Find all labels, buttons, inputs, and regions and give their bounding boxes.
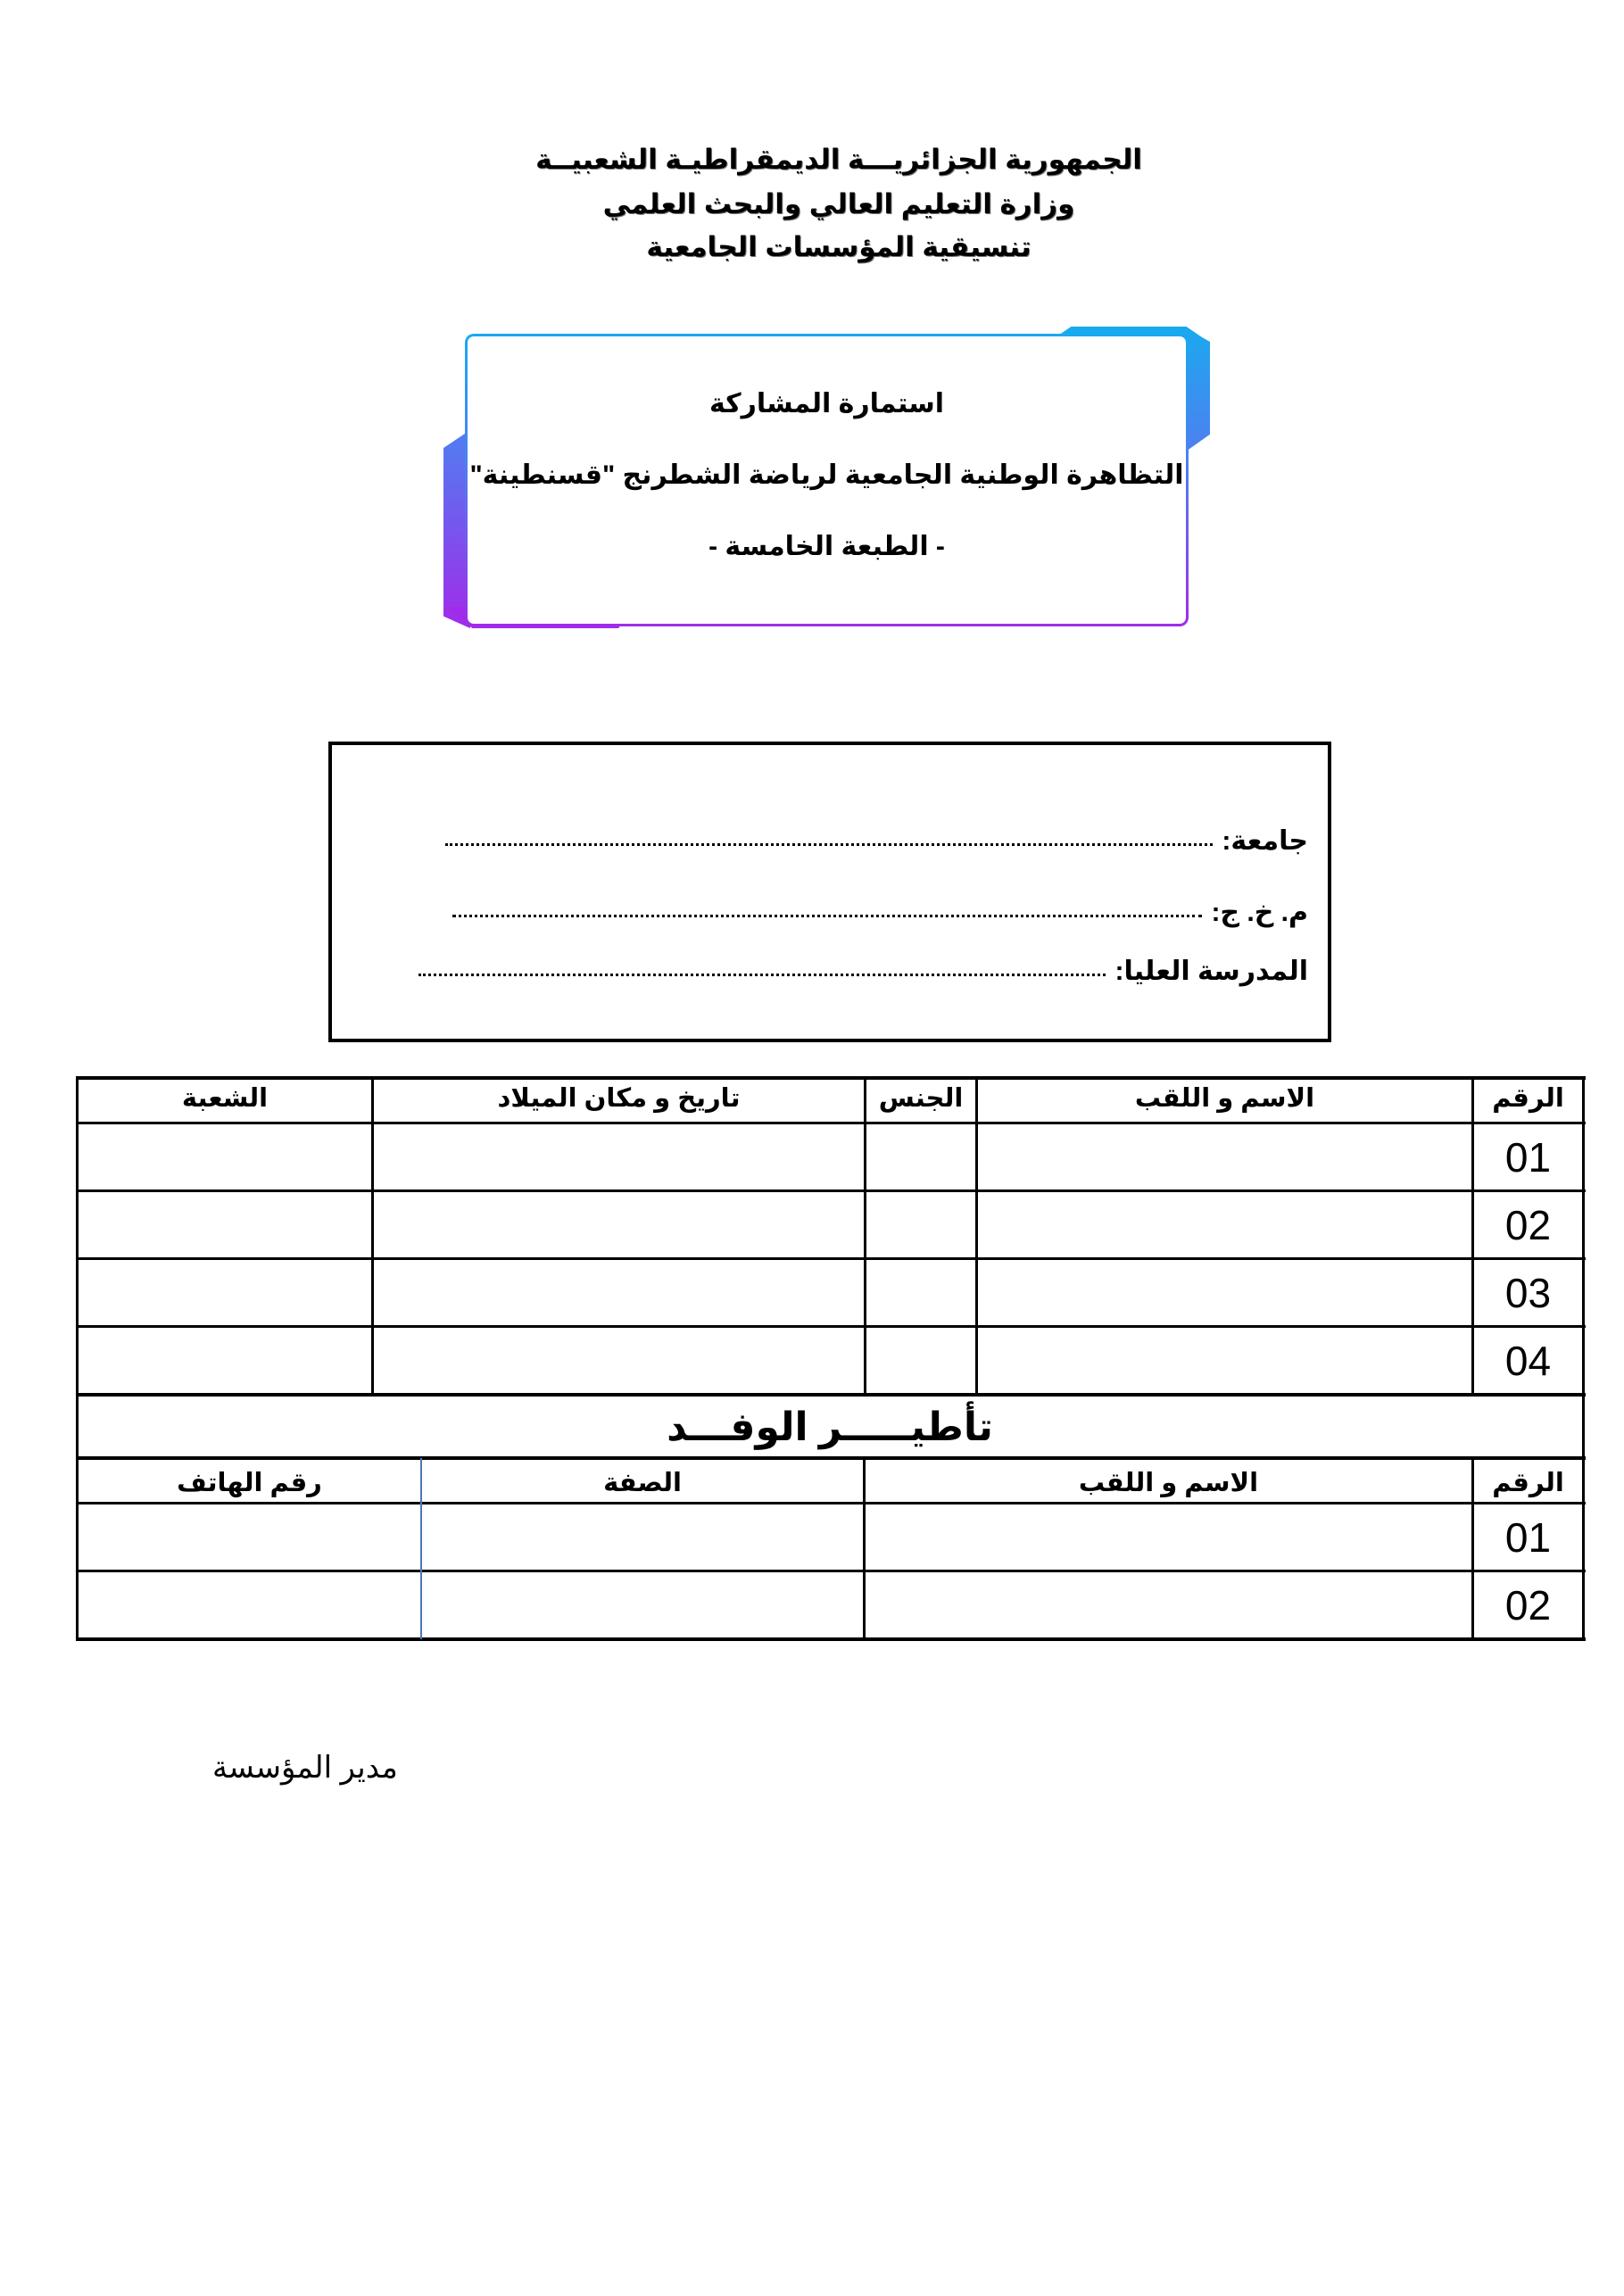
row-number: 03 <box>1504 1270 1552 1316</box>
supervisor-role-cell[interactable] <box>422 1504 863 1570</box>
row-number: 02 <box>1504 1202 1552 1248</box>
header-phone: رقم الهاتف <box>177 1469 322 1497</box>
ecole-label: م. خ. ج: <box>1211 898 1308 927</box>
supervisor-phone-cell[interactable] <box>79 1572 420 1637</box>
row-number: 02 <box>1504 1582 1552 1629</box>
higher-school-label: المدرسة العليا: <box>1114 957 1308 986</box>
header-gender: الجنس <box>878 1084 964 1113</box>
row-number: 01 <box>1504 1514 1552 1561</box>
supervision-title: تأطيـــــر الوفـــد <box>667 1405 993 1449</box>
header-ministry: وزارة التعليم العالي والبحث العلمي <box>602 188 1075 220</box>
row-number: 04 <box>1504 1338 1552 1384</box>
header-role: الصفة <box>603 1469 682 1497</box>
director-signature-label: مدير المؤسسة <box>212 1751 398 1785</box>
row-number: 01 <box>1504 1134 1552 1181</box>
event-title: التظاهرة الوطنية الجامعية لرياضة الشطرنج "قسنطينة" <box>469 460 1184 490</box>
supervisor-name-cell[interactable] <box>866 1504 1471 1570</box>
table-border <box>77 1637 1586 1641</box>
university-label: جامعة: <box>1222 826 1308 856</box>
header-coordination: تنسيقية المؤسسات الجامعية <box>646 231 1032 262</box>
edition-label: - الطبعة الخامسة - <box>708 532 945 561</box>
header-branch: الشعبة <box>181 1084 269 1113</box>
form-title: استمارة المشاركة <box>708 389 945 419</box>
header-number: الرقم <box>1492 1084 1564 1113</box>
header-republic: الجمهورية الجزائريـــة الديمقراطيـة الشعبيــة <box>535 144 1142 175</box>
header-name: الاسم و اللقب <box>1134 1084 1315 1113</box>
header-birth: تاريخ و مكان الميلاد <box>497 1084 741 1113</box>
supervisor-name-cell[interactable] <box>866 1572 1471 1637</box>
header-number: الرقم <box>1492 1469 1564 1497</box>
table-divider <box>77 1456 1586 1460</box>
header-name: الاسم و اللقب <box>1078 1469 1259 1497</box>
supervisor-role-cell[interactable] <box>422 1572 863 1637</box>
supervisor-phone-cell[interactable] <box>79 1504 420 1570</box>
